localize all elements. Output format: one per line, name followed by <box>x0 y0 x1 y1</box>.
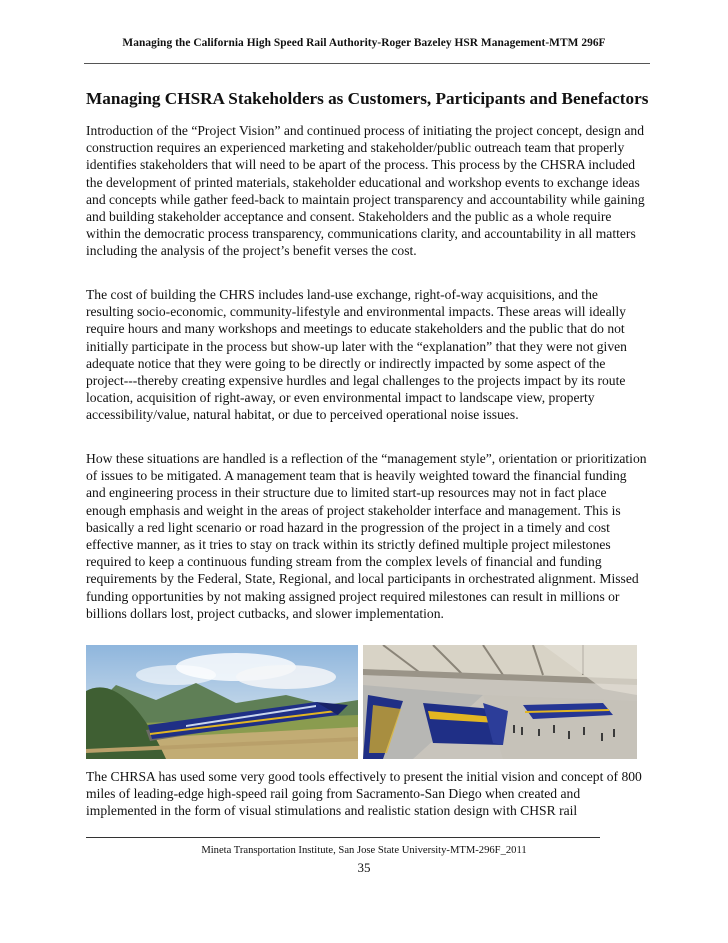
train-landscape-illustration <box>86 645 358 759</box>
paragraph-vision-tools: The CHRSA has used some very good tools effectively to present the initial vision and concept of 800 miles of leading-edge high-speed rail going from Sacramento-San Diego when created and implemented in the form of visual stimulations and realistic station design with CHSR rail <box>86 769 642 819</box>
footer-institution: Mineta Transportation Institute, San Jose State University-MTM-296F_2011 <box>201 845 527 856</box>
running-header: Managing the California High Speed Rail Authority-Roger Bazeley HSR Management-MTM 296F <box>122 37 606 49</box>
station-platform-rendering <box>363 645 637 759</box>
header-divider <box>84 63 650 64</box>
train-landscape-rendering <box>86 645 358 759</box>
station-platform-illustration <box>363 645 637 759</box>
paragraph-cost-of-building: The cost of building the CHRS includes land-use exchange, right-of-way acquisitions, and the resulting socio-economic, community-lifestyle and environmental impacts. These areas will ideally require hours and many workshops and meetings to educate stakeholders and the public that do not initially participate in the process but show-up later with the “explanation” that they were not given adequate notice that they were going to be directly or indirectly impacted by some aspect of the project---thereby creating expensive hurdles and legal challenges to the projects impact by its route location, acquisition of right-away, or even environmental impact to landscape view, property accessibility/value, natural habitat, or due to perceived operational noise issues. <box>86 287 627 423</box>
footer-divider <box>86 837 600 838</box>
section-title: Managing CHSRA Stakeholders as Customers, Participants and Benefactors <box>86 89 649 108</box>
page-number: 35 <box>357 860 371 875</box>
paragraph-management-style: How these situations are handled is a reflection of the “management style”, orientation or prioritization of issues to be mitigated. A management team that is heavily weighted toward the financial funding and engineering process in their structure due to limited start-up resources may not in fact place enough emphasis and weight in the areas of project stakeholder interface and management. This is basically a red light scenario or road hazard in the progression of the project in a timely and cost effective manner, as it tries to stay on track within its strictly defined multiple project milestones required to keep a continuous funding stream from the complex levels of financial and funding requirements by the Federal, State, Regional, and local participants in orchestrated alignment. Missed funding opportunities by not making assigned project required milestones can result in millions or billions dollars lost, project cutbacks, and slower implementation. <box>86 451 647 621</box>
paragraph-project-vision: Introduction of the “Project Vision” and continued process of initiating the project concept, design and construction requires an experienced marketing and stakeholder/public outreach team that properly identifies stakeholders that will need to be apart of the process. This process by the CHSRA included the development of printed materials, stakeholder educational and workshop events to exchange ideas and concepts while gather feed-back to maintain project transparency and accountability while gaining and building stakeholder acceptance and consent. Stakeholders and the public as a whole require within the democratic process transparency, communications clarity, and accountability in all matters including the analysis of the project’s benefit verses the cost. <box>86 123 645 259</box>
